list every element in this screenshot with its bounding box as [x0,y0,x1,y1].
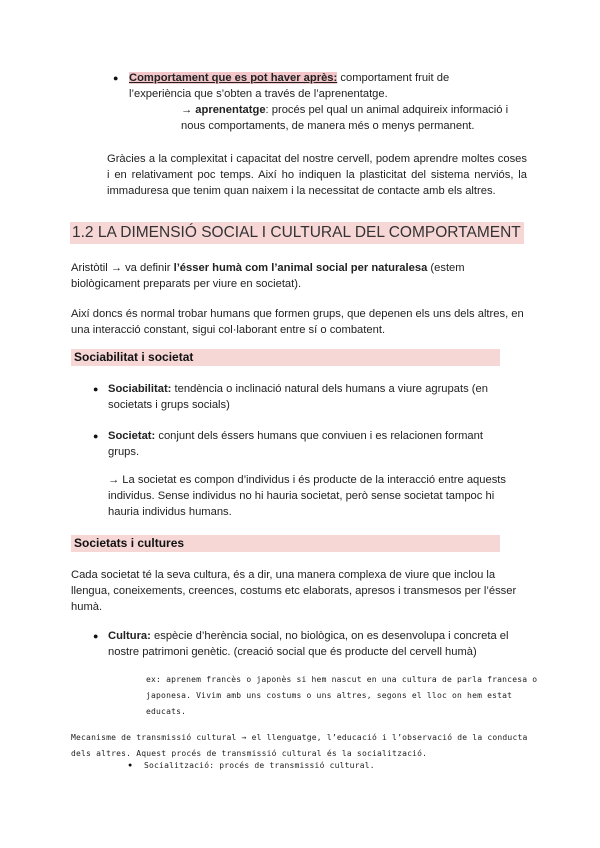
bullet-socialization: Socialització: procés de transmissió cultural. [144,761,375,770]
bullet-dot: ● [93,384,99,394]
term-culture: Cultura: [108,630,151,642]
bullet-dot: ● [128,762,133,769]
bullet-sociability [108,381,528,413]
bullet-learned-behaviour [129,70,474,102]
bullet-society [108,428,513,460]
subsection-title-sociability: Sociabilitat i societat [71,349,500,366]
example-note: ex: aprenem francès o japonès si hem nascut en una cultura de parla francesa o japonesa. Vivim amb uns costums o uns altres, segons el lloc on hem estat educats. [146,675,538,716]
term-learned-behaviour: Comportament que es pot haver après: [129,72,338,84]
arrow: → [181,104,196,116]
bullet-dot: ● [93,631,99,641]
society-arrow-note: → La societat es compon d’individus i és producte de la interacció entre aquests individus. Sense individus no hi hauria societat, però sense societat tampoc hi hauria individus humans. [108,474,507,518]
term-society: Societat: [108,430,156,442]
paragraph-culture: Cada societat té la seva cultura, és a dir, una manera complexa de viure que inclou la llengua, coneixements, creences, costums etc elaborats, apresos i transmesos per l’ésser humà. [71,569,517,613]
culture-text: espècie d’herència social, no biològica, on es desenvolupa i concreta el nostre patrimoni genètic. (creació social que és producte del cervell humà) [108,630,509,658]
aristotle-definition: l’ésser humà com l’animal social per naturalesa [173,262,428,274]
society-text: conjunt dels éssers humans que conviuen i es relacionen formant grups. [108,430,483,458]
term-sociability: Sociabilitat: [108,383,172,395]
subsection-title-cultures: Societats i cultures [71,535,500,552]
term-learning: aprenentatge [195,104,266,116]
paragraph-aristotle [71,260,527,292]
aristotle-pre: Aristòtil → va definir [71,262,174,274]
learning-text: : procés pel qual un animal adquireix informació i nous comportaments, de manera més o menys permanent. [181,104,509,132]
bullet-dot: ● [113,73,119,83]
sociability-text: tendència o inclinació natural dels humans a viure agrupats (en societats i grups socials) [108,383,488,411]
bullet-culture [108,628,533,660]
sub-learning [181,102,531,134]
paragraph-groups: Així doncs és normal trobar humans que formen grups, que depenen els uns dels altres, en una interacció constant, sigui col·laborant entre sí o combatent. [71,308,524,336]
aristotle-post: (estem biològicament preparats per viure en societat). [71,262,465,290]
paragraph-brain: Gràcies a la complexitat i capacitat del nostre cervell, podem aprendre moltes coses i en relativament poc temps. Així ho indiquen la plasticitat del sistema nerviós, la immaduresa que tenim quan naixem i la necessitat de contacte amb els altres. [107,153,527,197]
section-title: 1.2 LA DIMENSIÓ SOCIAL I CULTURAL DEL COMPORTAMENT [70,222,524,244]
paragraph-mechanism: Mecanisme de transmissió cultural → el llenguatge, l’educació i l’observació de la conducta dels altres. Aquest procés de transmissió cultural és la socialització. [71,733,528,758]
bullet-dot: ● [93,431,99,441]
learned-behaviour-text: comportament fruit de l’experiència que s’obten a través de l’aprenentatge. [129,72,450,100]
